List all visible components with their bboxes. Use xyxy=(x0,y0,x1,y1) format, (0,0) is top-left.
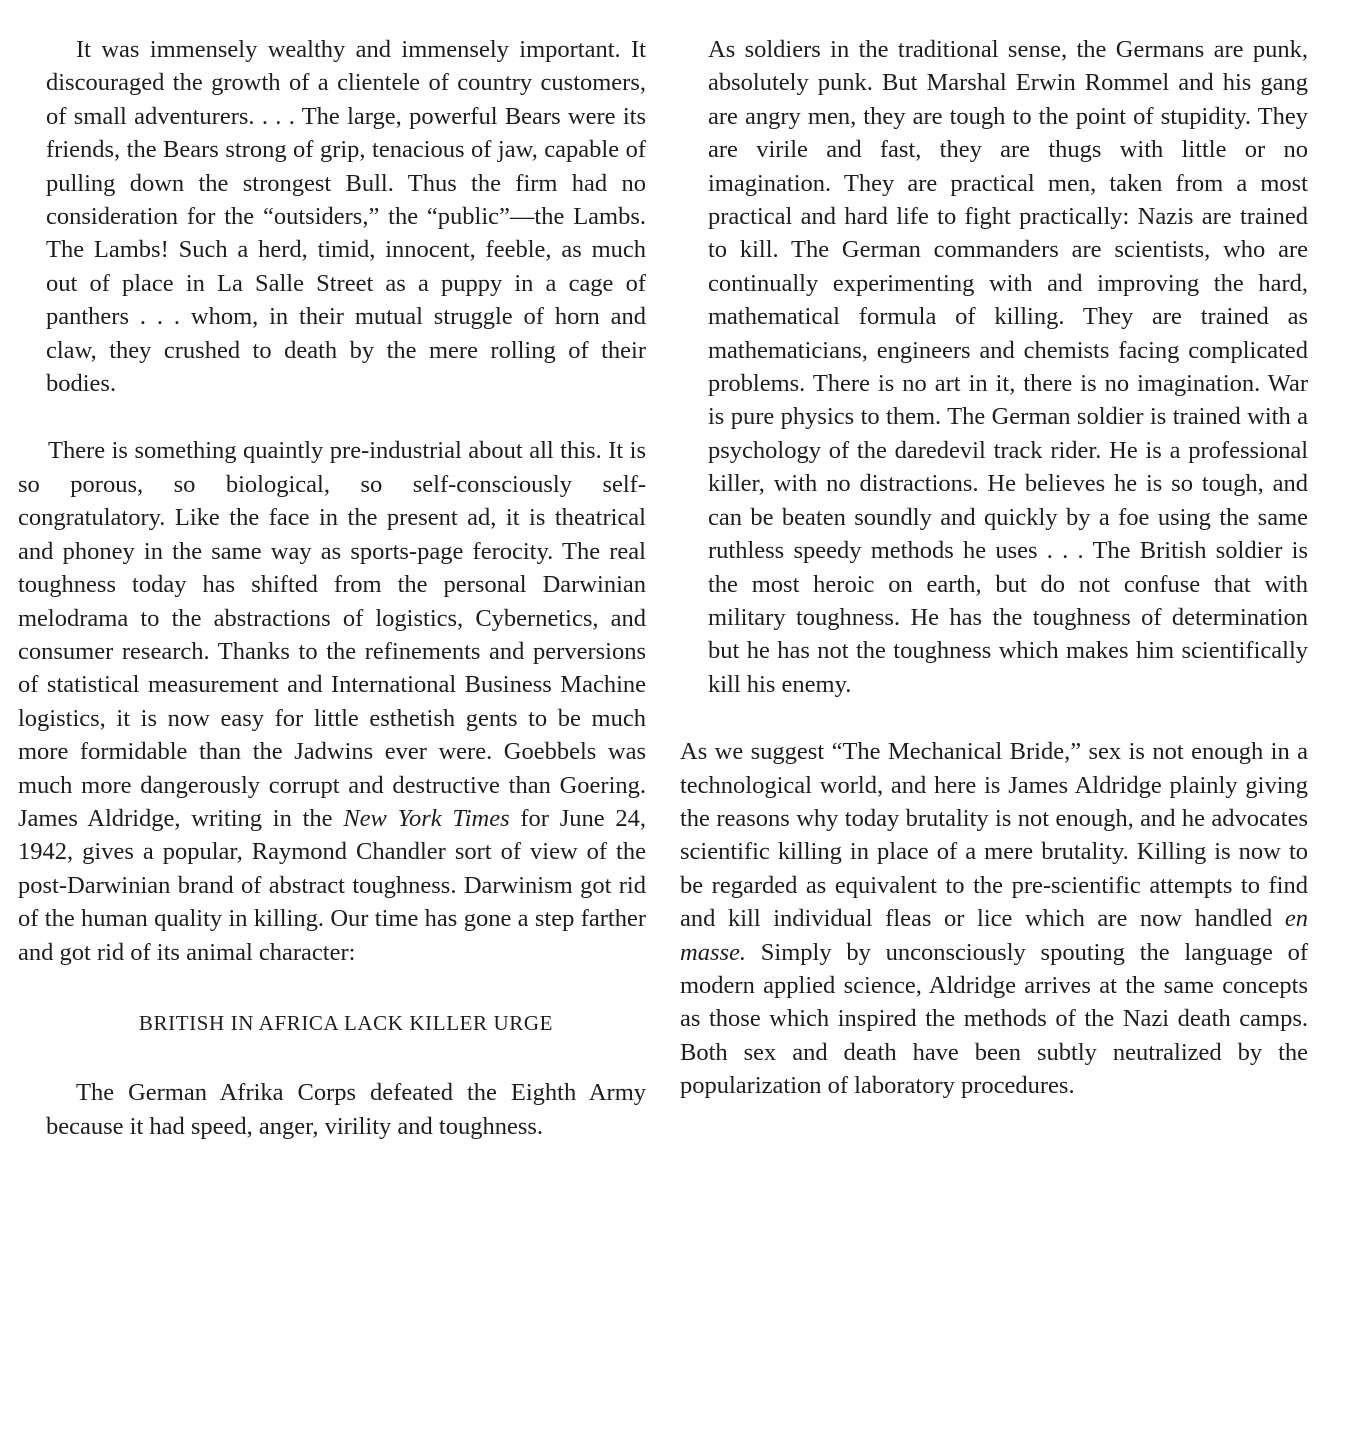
body-paragraph-left xyxy=(18,434,646,969)
quoted-headline: BRITISH IN AFRICA LACK KILLER URGE xyxy=(138,1010,554,1035)
closing-quote-paragraph: The German Afrika Corps defeated the Eighth Army because it had speed, anger, virility and toughness. xyxy=(46,1079,646,1140)
newspaper-title: New York Times xyxy=(343,804,510,832)
body-text-segment: for June 24, 1942, gives a popular, Raymond Chandler sort of view of the post-Darwinian brand of abstract toughness. Darwinism got rid of the human quality in killing. Our time has gone a step farther and got rid of its animal character: xyxy=(18,804,646,966)
body-paragraph-right xyxy=(680,735,1308,1102)
body-text-segment: Simply by unconsciously spouting the language of modern applied science, Aldridge arrives at the same concepts as those which inspired the methods of the Nazi death camps. Both sex and death have been subtly neutralized by the popularization of laboratory procedures. xyxy=(680,938,1308,1100)
body-text-segment: As we suggest “The Mechanical Bride,” sex is not enough in a technological world, and here is James Aldridge plainly giving the reasons why today brutality is not enough, and he advocates scientific killing in place of a mere brutality. Killing is now to be regarded as equivalent to the pre-scientific attempts to find and kill individual fleas or lice which are now handled xyxy=(680,738,1308,933)
opening-quote-paragraph: It was immensely wealthy and immensely important. It discouraged the growth of a clientele of country customers, of small adventurers. . . . The large, powerful Bears were its friends, the Bears strong of grip, tenacious of jaw, capable of pulling down the strongest Bull. Thus the firm had no consideration for the “outsiders,” the “public”—the Lambs. The Lambs! Such a herd, timid, innocent, feeble, as much out of place in La Salle Street as a puppy in a cage of panthers . . . whom, in their mutual struggle of horn and claw, they crushed to death by the mere rolling of their bodies. xyxy=(46,36,646,398)
body-text-segment: There is something quaintly pre-industrial about all this. It is so porous, so biological, so self-consciously self-congratulatory. Like the face in the present ad, it is theatrical and phoney in the same way as sports-page ferocity. The real toughness today has shifted from the personal Darwinian melodrama to the abstractions of logistics, Cybernetics, and consumer research. Thanks to the refinements and perversions of statistical measurement and International Business Machine logistics, it is now easy for little esthetish gents to be much more formidable than the Jadwins ever were. Goebbels was much more dangerously corrupt and destructive than Goering. James Aldridge, writing in the xyxy=(18,437,646,832)
right-column xyxy=(680,33,1308,1103)
left-column xyxy=(18,33,646,1143)
italic-term: en masse. xyxy=(680,905,1308,966)
continued-quote-paragraph: As soldiers in the traditional sense, the Germans are punk, absolutely punk. But Marshal Erwin Rommel and his gang are angry men, they are tough to the point of stupidity. They are virile and fast, they are thugs with little or no imagination. They are practical men, taken from a most practical and hard life to fight practically: Nazis are trained to kill. The German commanders are scientists, who are continually experimenting with and improving the hard, mathematical formula of killing. They are trained as mathematicians, engineers and chemists facing complicated problems. There is no art in it, there is no imagination. War is pure physics to them. The German soldier is trained with a psychology of the daredevil track rider. He is a professional killer, with no distractions. He believes he is so tough, and can be beaten soundly and quickly by a foe using the same ruthless speedy methods he uses . . . The British soldier is the most heroic on earth, but do not confuse that with military toughness. He has the toughness of determination but he has not the toughness which makes him scientifically kill his enemy. xyxy=(708,36,1308,698)
